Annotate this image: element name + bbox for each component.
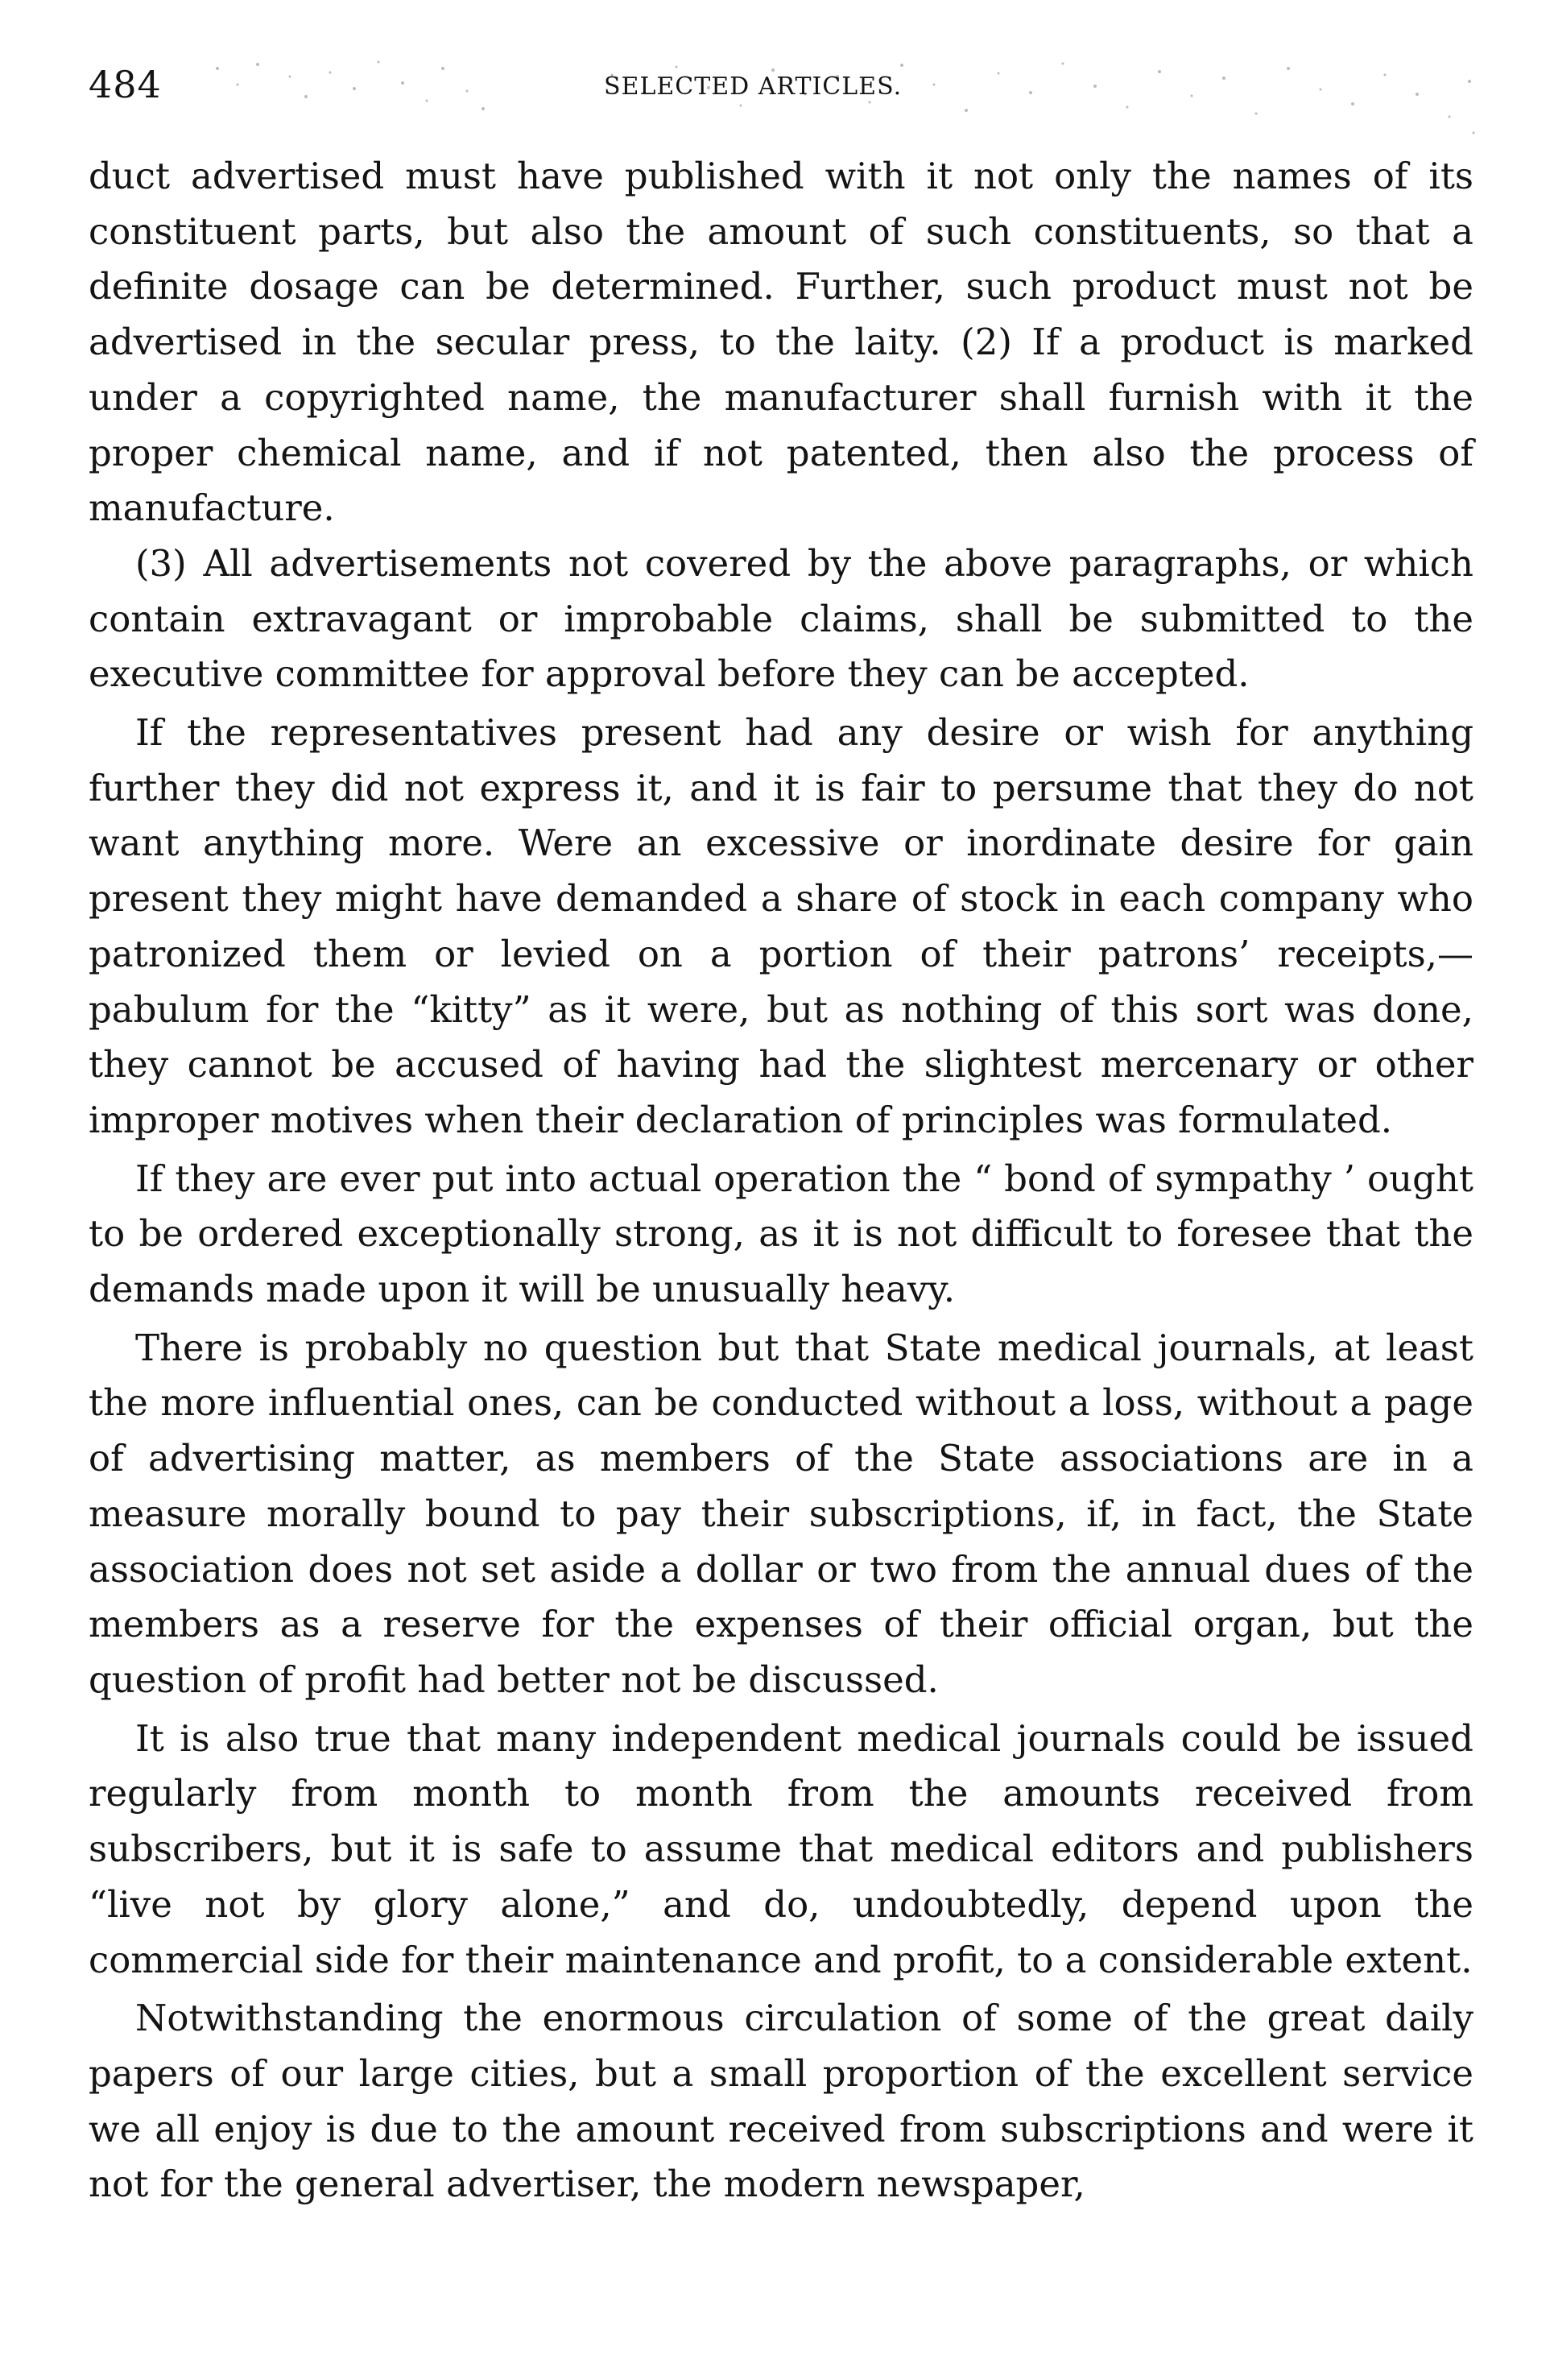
paragraph: There is probably no question but that State medical journals, at least the more influential ones, can be conducted without a loss, without a page of advertising matter, as members of the State associations are in a measure morally bound to pay their subscriptions, if, in fact, the State association does not set aside a dollar or two from the annual dues of the members as a reserve for the expenses of their official organ, but the question of profit had better not be discussed. (89, 1326, 1473, 1701)
running-head (89, 63, 1473, 119)
running-title: SELECTED ARTICLES. (604, 72, 903, 101)
paragraph-continued: duct advertised must have published with it not only the names of its constituent parts, but also the amount of such constituents, so that a definite dosage can be determined. Further, such product must not be advertised in the secular press, to the laity. (2) If a product is marked under a copyrighted name, the manufacturer shall furnish with it the proper chemical name, and if not patented, then also the process of manufacture. (89, 155, 1473, 530)
paragraph: Notwithstanding the enormous circulation of some of the great daily papers of our large cities, but a small proportion of the excellent service we all enjoy is due to the amount received from subscriptions and were it not for the general advertiser, the modern newspaper, (89, 1997, 1473, 2206)
page-number: 484 (89, 63, 162, 106)
paragraph: (3) All advertisements not covered by the above paragraphs, or which contain extravagant or improbable claims, shall be submitted to the executive committee for approval before they can be accepted. (89, 541, 1473, 696)
article-body (89, 149, 1473, 2212)
paragraph: If the representatives present had any desire or wish for anything further they did not express it, and it is fair to persume that they do not want anything more. Were an excessive or inordinate desire for gain present they might have demanded a share of stock in each company who patronized them or levied on a portion of their patrons’ receipts,—pabulum for the “kitty” as it were, but as nothing of this sort was done, they cannot be accused of having had the slightest mercenary or other improper motives when their declaration of principles was formulated. (89, 711, 1473, 1141)
paragraph: It is also true that many independent medical journals could be issued regularly from month to month from the amounts received from subscribers, but it is safe to assume that medical editors and publishers “live not by glory alone,” and do, undoubtedly, depend upon the commercial side for their maintenance and profit, to a considerable extent. (89, 1716, 1473, 1981)
paragraph: If they are ever put into actual operation the “ bond of sympathy ’ ought to be ordered exceptionally strong, as it is not difficult to foresee that the demands made upon it will be unusually heavy. (89, 1157, 1473, 1311)
